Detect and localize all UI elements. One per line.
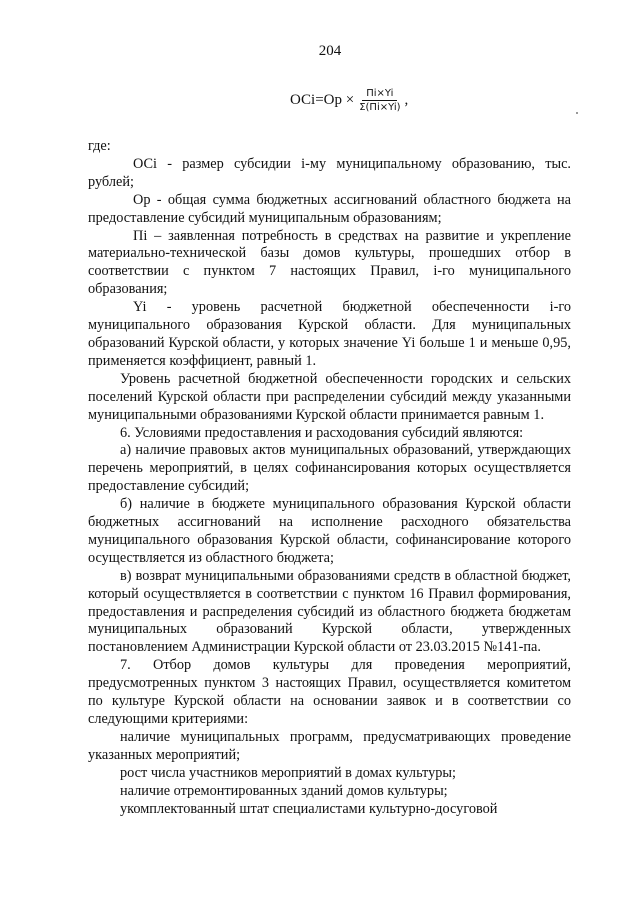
- paragraph-criterion-participants: рост числа участников мероприятий в домах культуры;: [120, 764, 456, 781]
- paragraph-def-osi: ОСi - размер субсидии i-му муниципальному образованию, тыс. рублей;: [88, 155, 571, 190]
- scan-speck: [576, 112, 578, 114]
- paragraph-criterion-programs: наличие муниципальных программ, предусматривающих проведение указанных мероприятий;: [88, 728, 571, 763]
- paragraph-def-yi: Yi - уровень расчетной бюджетной обеспеченности i-го муниципального образования Курской области. Для муниципальных образований Курской области, у которых значение Yi больше 1 и меньше 0,95, применяется коэффициент, равный 1.: [88, 299, 571, 369]
- page-number: 204: [318, 43, 342, 59]
- formula-denominator: Σ(Пi×Yi): [359, 102, 401, 113]
- paragraph-condition-b: б) наличие в бюджете муниципального образования Курской области бюджетных ассигнований на исполнение расходного обязательства муниципального образования Курской области, софинансирование которого осуществляется из областного бюджета;: [88, 496, 571, 566]
- subsidy-formula: [290, 88, 408, 113]
- paragraph-def-pi: Пi – заявленная потребность в средствах на развитие и укрепление материально-технической базы домов культуры, прошедших отбор в соответствии с пунктом 7 настоящих Правил, i-го муниципального образования;: [88, 227, 571, 298]
- formula-numerator: Пi×Yi: [362, 88, 397, 101]
- formula-lhs: ОСi=Ор ×: [290, 92, 355, 108]
- paragraph-conditions-heading: 6. Условиями предоставления и расходования субсидий являются:: [120, 424, 524, 441]
- paragraph-condition-a: а) наличие правовых актов муниципальных образований, утверждающих перечень мероприятий, в целях софинансирования которых осуществляется предоставление субсидий;: [88, 442, 571, 495]
- paragraph-settlements: Уровень расчетной бюджетной обеспеченности городских и сельских поселений Курской области при распределении субсидий между указанными муниципальными образованиями Курской области принимается равным 1.: [88, 370, 571, 423]
- paragraph-criterion-staff: укомплектованный штат специалистами культурно-досуговой: [120, 800, 498, 817]
- paragraph-def-op: Ор - общая сумма бюджетных ассигнований областного бюджета на предоставление субсидий муниципальным образованиям;: [88, 191, 571, 226]
- formula-fraction: [359, 88, 400, 113]
- paragraph-where: где:: [88, 138, 111, 154]
- body-text: [88, 138, 571, 818]
- paragraph-selection: 7. Отбор домов культуры для проведения мероприятий, предусмотренных пунктом 3 настоящих Правил, осуществляется комитетом по культуре Курской области на основании заявок и в соответствии со следующими критериями:: [88, 657, 571, 727]
- formula-tail: ,: [404, 92, 409, 108]
- paragraph-criterion-buildings: наличие отремонтированных зданий домов культуры;: [120, 782, 448, 799]
- paragraph-condition-c: в) возврат муниципальными образованиями средств в областной бюджет, который осуществляется в соответствии с пунктом 16 Правил формирования, предоставления и распределения субсидий из областного бюджета бюджетам муниципальных образований Курской области, утвержденных постановлением Администрации Курской области от 23.03.2015 №141-па.: [88, 567, 571, 656]
